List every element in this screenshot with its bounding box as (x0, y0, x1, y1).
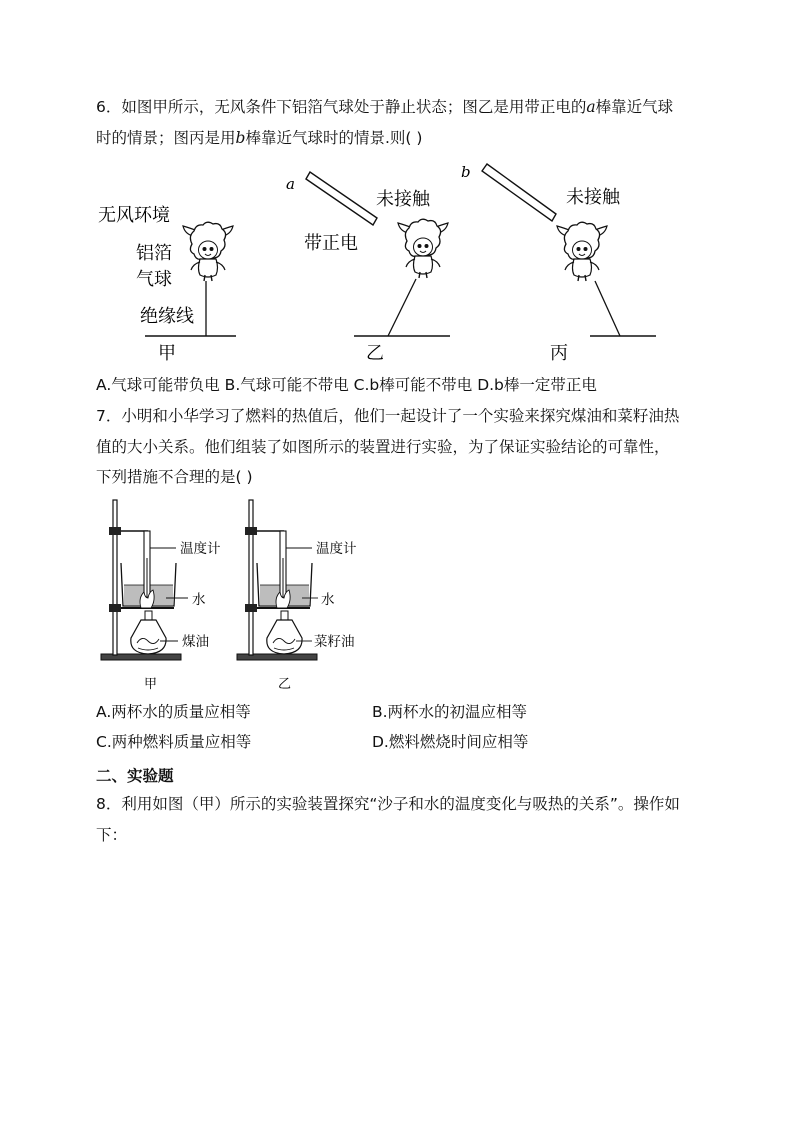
q8-text-line2: 下： (96, 826, 128, 844)
q6-text-line1: 6．如图甲所示，无风条件下铝箔气球处于静止状态；图乙是用带正电的a棒靠近气球 (96, 98, 674, 116)
bing-rod-b (482, 164, 556, 221)
jia-balloon-label-1: 铝箔 (136, 243, 172, 264)
yi-balloon-icon (398, 219, 448, 278)
left-water-label: 水 (192, 592, 206, 608)
apparatus-right (237, 500, 317, 660)
q7-text-line1: 7．小明和小华学习了燃料的热值后，他们一起设计了一个实验来探究煤油和菜籽油热 (96, 407, 680, 425)
q7-figure (96, 498, 396, 694)
q7-option-a: A.两杯水的质量应相等 (96, 703, 251, 721)
yi-thread-line (388, 279, 416, 336)
apparatus-left (101, 500, 181, 660)
yi-no-touch-label: 未接触 (376, 189, 430, 210)
right-thermometer-label: 温度计 (316, 541, 357, 557)
right-water-label: 水 (321, 592, 335, 608)
yi-caption: 乙 (366, 343, 384, 364)
q7-option-b: B.两杯水的初温应相等 (372, 703, 528, 721)
jia-balloon-icon (183, 222, 233, 281)
q6-figure (90, 155, 670, 367)
bing-balloon-icon (557, 222, 607, 281)
section-title: 二、实验题 (96, 767, 174, 785)
bing-no-touch-label: 未接触 (566, 187, 620, 208)
q6-options: A.气球可能带负电 B.气球可能不带电 C.b棒可能不带电 D.b棒一定带正电 (96, 376, 597, 394)
jia-thread-label: 绝缘线 (140, 306, 194, 327)
bing-rod-var: b (461, 163, 471, 181)
right-fuel-label: 菜籽油 (314, 634, 355, 650)
yi-rod-a (306, 172, 377, 225)
q7-text-line3: 下列措施不合理的是( ) (96, 468, 253, 486)
jia-caption: 甲 (158, 343, 176, 364)
q7-option-c: C.两种燃料质量应相等 (96, 733, 252, 751)
left-fuel-label: 煤油 (182, 634, 209, 650)
q6-text-line2: 时的情景；图丙是用b棒靠近气球时的情景.则( ) (96, 129, 423, 147)
bing-thread-line (595, 281, 620, 336)
right-caption: 乙 (278, 677, 292, 692)
jia-env-label: 无风环境 (98, 205, 170, 226)
yi-charge-label: 带正电 (304, 233, 358, 254)
yi-rod-var: a (286, 175, 295, 193)
jia-balloon-label-2: 气球 (136, 269, 172, 290)
left-thermometer-label: 温度计 (180, 541, 221, 557)
q8-text-line1: 8．利用如图（甲）所示的实验装置探究“沙子和水的温度变化与吸热的关系”。操作如 (96, 795, 680, 813)
left-caption: 甲 (144, 677, 158, 692)
q7-text-line2: 值的大小关系。他们组装了如图所示的装置进行实验，为了保证实验结论的可靠性， (96, 438, 670, 456)
q7-option-d: D.燃料燃烧时间应相等 (372, 733, 529, 751)
bing-caption: 丙 (550, 343, 568, 364)
